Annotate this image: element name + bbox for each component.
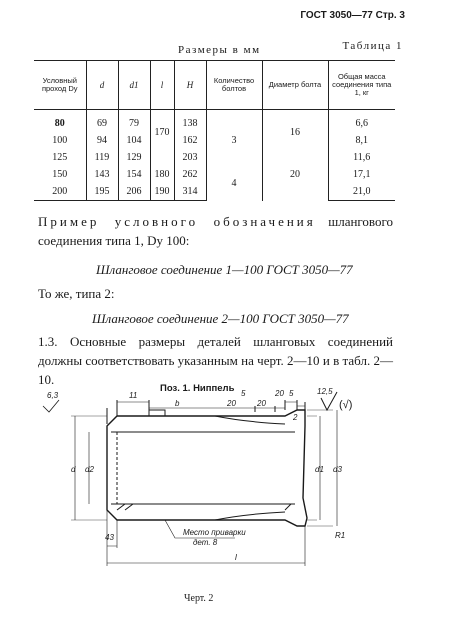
cell-bolt-count: 3 [206, 115, 262, 166]
roughness-paren: (√) [339, 399, 353, 411]
cell-h: 314 [174, 183, 206, 201]
designation-formula-1: Шланговое соединение 1—100 ГОСТ 3050—77 [96, 262, 353, 277]
example-lead: Пример условного обозначения [38, 214, 316, 229]
table-row [34, 115, 395, 132]
cell-dy: 100 [52, 135, 68, 146]
weld-label-2: дет. 8 [193, 538, 218, 547]
dim-20a: 20 [227, 399, 236, 408]
dim-l: l [235, 553, 237, 562]
cell-dy: 150 [52, 169, 68, 180]
cell-h: 262 [174, 166, 206, 183]
cell-l: 170 [150, 115, 174, 149]
dim-43: 43 [105, 533, 114, 542]
radius-r1: R1 [335, 531, 346, 540]
cell-bolt-diameter: 20 [262, 149, 328, 201]
cell-d: 69 [86, 115, 118, 132]
table-units-caption: Размеры в мм [178, 44, 261, 56]
cell-d1: 206 [118, 183, 150, 201]
dim-6-3: 6,3 [47, 391, 59, 400]
cell-d1: 154 [118, 166, 150, 183]
page-header: ГОСТ 3050—77 Стр. 3 [300, 10, 405, 21]
cell-h: 162 [174, 132, 206, 149]
same-type-2: То же, типа 2: [38, 286, 115, 301]
cell-mass: 21,0 [328, 183, 395, 201]
col-header-bolt-diameter: Диаметр болта [262, 61, 328, 110]
drawing-title: Поз. 1. Ниппель [160, 383, 235, 394]
cell-h: 203 [174, 149, 206, 166]
example-rest: шлангового соединения типа 1, Dy 100: [38, 214, 393, 248]
col-header-l: l [150, 61, 174, 110]
cell-d: 119 [86, 149, 118, 166]
dim-d2: d2 [85, 465, 94, 474]
section-1-3: 1.3. Основные размеры деталей шланговых соединений должны соответствовать указанным на черт. 2—10 и в табл. 2—10. [38, 334, 393, 387]
cell-mass: 8,1 [328, 132, 395, 149]
cell-d1: 129 [118, 149, 150, 166]
designation-example [38, 212, 393, 250]
cell-d: 195 [86, 183, 118, 201]
col-header-h: H [174, 61, 206, 110]
cell-l: 190 [150, 183, 174, 201]
cell-bolt-diameter: 16 [262, 115, 328, 149]
cell-bolt-count: 4 [206, 166, 262, 201]
col-header-d: d [86, 61, 118, 110]
col-header-dy: Условный проход Dy [34, 61, 86, 110]
dim-5b: 5 [289, 389, 294, 398]
dim-d1: d1 [315, 465, 324, 474]
col-header-mass: Общая масса соединения типа 1, кг [328, 61, 395, 110]
dim-5a: 5 [241, 389, 246, 398]
dim-11: 11 [129, 391, 138, 400]
dimensions-table [34, 60, 395, 201]
dim-2: 2 [293, 413, 298, 422]
dim-b: b [175, 399, 180, 408]
cell-l: 180 [150, 166, 174, 183]
dim-d: d [71, 465, 76, 474]
cell-mass: 11,6 [328, 149, 395, 166]
table-number: Таблица 1 [342, 40, 403, 52]
cell-mass: 6,6 [328, 115, 395, 132]
cell-dy: 125 [52, 152, 68, 163]
cell-d1: 79 [118, 115, 150, 132]
roughness-value: 12,5 [317, 387, 333, 396]
table-row [34, 166, 395, 183]
col-header-bolt-count: Количество болтов [206, 61, 262, 110]
drawing-caption: Черт. 2 [184, 593, 214, 604]
cell-h: 138 [174, 115, 206, 132]
cell-dy: 200 [34, 183, 86, 201]
weld-label-1: Место приварки [183, 528, 246, 537]
col-header-d1: d1 [118, 61, 150, 110]
cell-dy: 80 [54, 118, 65, 129]
dim-d3: d3 [333, 465, 342, 474]
cell-d: 94 [86, 132, 118, 149]
dim-20c: 20 [275, 389, 284, 398]
cell-mass: 17,1 [328, 166, 395, 183]
dim-20b: 20 [257, 399, 266, 408]
cell-d: 143 [86, 166, 118, 183]
table-header-row [34, 61, 395, 110]
cell-d1: 104 [118, 132, 150, 149]
designation-formula-2: Шланговое соединение 2—100 ГОСТ 3050—77 [92, 311, 349, 326]
